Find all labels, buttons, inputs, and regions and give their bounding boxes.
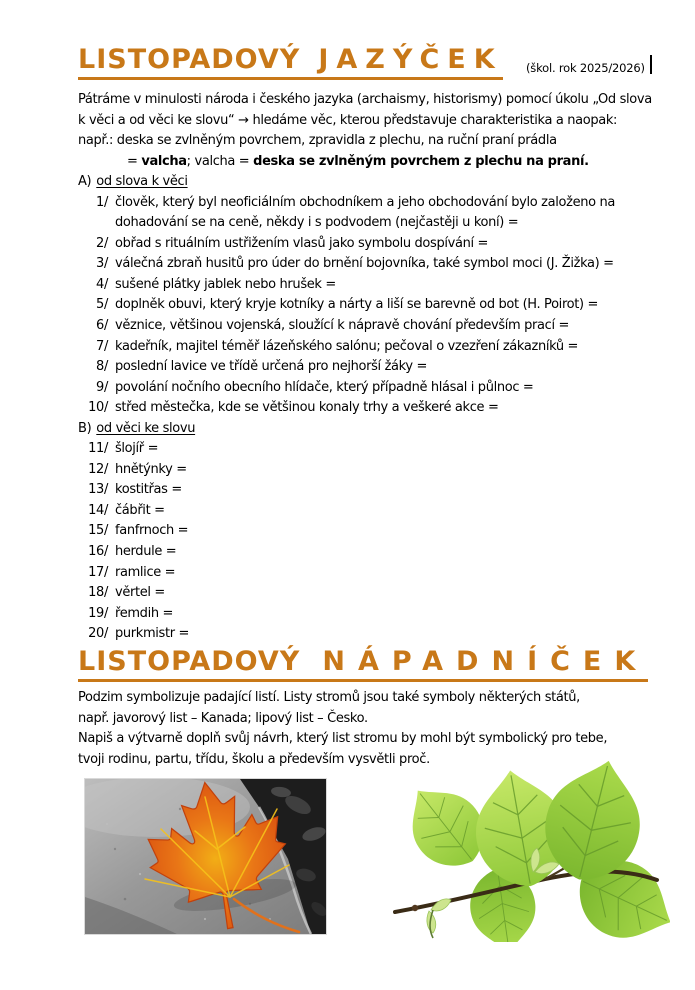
word-list-b <box>78 439 678 644</box>
item-text-line1: věrtel = <box>115 585 165 601</box>
section2-title <box>78 646 648 682</box>
item-number: 12/ <box>88 461 108 477</box>
item-number: 19/ <box>88 605 108 621</box>
list-item <box>78 624 678 645</box>
item-number: 10/ <box>88 400 108 416</box>
item-text <box>115 254 678 275</box>
list-item <box>78 193 678 234</box>
text-cursor-caret <box>650 55 652 74</box>
section2-title-underline <box>78 646 648 682</box>
item-text-line1: purkmistr = <box>115 626 190 642</box>
example-bold-definition: deska se zvlněným povrchem z plechu na praní. <box>253 153 589 169</box>
item-number: 13/ <box>88 482 108 498</box>
item-number: 20/ <box>88 626 108 642</box>
item-number: 9/ <box>96 379 108 395</box>
item-text <box>115 542 678 563</box>
item-text <box>115 501 678 522</box>
item-text-line1: obřad s rituálním ustřižením vlasů jako symbolu dospívání = <box>115 235 489 251</box>
item-text <box>115 398 678 419</box>
school-year-label: (škol. rok 2025/2026) <box>526 61 645 75</box>
example-line <box>78 152 678 173</box>
item-text-line1: hnětýnky = <box>115 461 187 477</box>
item-text <box>115 295 678 316</box>
part-a-heading <box>78 172 678 193</box>
item-text-line1: herdule = <box>115 544 177 560</box>
item-text <box>115 193 678 234</box>
list-item <box>78 316 678 337</box>
item-text <box>115 624 678 645</box>
maple-leaf-photo <box>84 778 327 935</box>
item-text-line1: sušené plátky jablek nebo hrušek = <box>115 276 336 292</box>
list-item <box>78 501 678 522</box>
maple-leaf-photo-graphic <box>85 779 326 934</box>
list-item <box>78 398 678 419</box>
section2-title-word1: LISTOPADOVÝ <box>78 646 301 677</box>
item-number: 11/ <box>88 441 108 457</box>
list-item <box>78 563 678 584</box>
list-item <box>78 521 678 542</box>
item-text-line1: kadeřník, majitel téměř lázeňského salónu; pečoval o vzezření zákazníků = <box>115 338 579 354</box>
item-text-line1: šlojíř = <box>115 441 159 457</box>
item-text-line1: doplněk obuvi, který kryje kotníky a nárty a liší se barevně od bot (H. Poirot) = <box>115 297 599 313</box>
item-number: 17/ <box>88 564 108 580</box>
section2-body <box>78 688 688 770</box>
section1-title-word2: JAZÝČEK <box>318 44 503 75</box>
item-number: 6/ <box>96 318 108 334</box>
example-eq: = <box>127 153 142 169</box>
item-number: 14/ <box>88 502 108 518</box>
item-text <box>115 275 678 296</box>
section1-title-word1: LISTOPADOVÝ <box>78 44 301 75</box>
section2-title-word2: NÁPADNÍČEK <box>322 646 649 677</box>
item-text-line1: střed městečka, kde se většinou konaly trhy a veškeré akce = <box>115 400 499 416</box>
linden-leaves-graphic <box>385 760 670 942</box>
item-number: 7/ <box>96 338 108 354</box>
section1-title-underline <box>78 44 503 80</box>
branch-knot <box>412 905 418 911</box>
intro-line-2: k věci a od věci ke slovu“ → hledáme věc, kterou představuje charakteristika a naopak: <box>78 112 618 128</box>
list-item <box>78 583 678 604</box>
item-text-line2: dohadování se na ceně, někdy i s podvodem (nejčastěji u koní) = <box>115 215 519 231</box>
part-b-title: od věci ke slovu <box>96 420 196 436</box>
item-text <box>115 439 678 460</box>
item-text <box>115 460 678 481</box>
item-text <box>115 521 678 542</box>
list-item <box>78 604 678 625</box>
item-number: 18/ <box>88 585 108 601</box>
section1-title <box>78 44 503 80</box>
item-text <box>115 604 678 625</box>
list-item <box>78 254 678 275</box>
item-text-line1: řemdih = <box>115 605 174 621</box>
item-text <box>115 563 678 584</box>
item-text-line1: fanfrnoch = <box>115 523 189 539</box>
item-number: 15/ <box>88 523 108 539</box>
section1-body <box>78 90 678 645</box>
section2-line-3: Napiš a výtvarně doplň svůj návrh, který list stromu by mohl být symbolický pro tebe, <box>78 731 608 747</box>
intro-line-1: Pátráme v minulosti národa i českého jazyka (archaismy, historismy) pomocí úkolu „Od slova <box>78 92 652 107</box>
item-number: 4/ <box>96 276 108 292</box>
item-text <box>115 480 678 501</box>
item-text-line1: povolání nočního obecního hlídače, který případně hlásal i půlnoc = <box>115 379 534 395</box>
list-item <box>78 378 678 399</box>
item-number: 1/ <box>96 194 108 210</box>
item-text-line1: ramlice = <box>115 564 176 580</box>
list-item <box>78 295 678 316</box>
part-a-label: A) <box>78 174 92 190</box>
intro-line-3: např.: deska se zvlněným povrchem, zpravidla z plechu, na ruční praní prádla <box>78 133 557 149</box>
item-number: 5/ <box>96 297 108 313</box>
linden-leaves-photo <box>385 760 670 942</box>
item-text-line1: válečná zbraň husitů pro úder do brnění bojovníka, také symbol moci (J. Žižka) = <box>115 256 614 272</box>
list-item <box>78 542 678 563</box>
list-item <box>78 357 678 378</box>
list-item <box>78 460 678 481</box>
item-text <box>115 337 678 358</box>
item-text-line1: kostitřas = <box>115 482 182 498</box>
item-text <box>115 357 678 378</box>
item-text <box>115 583 678 604</box>
item-number: 8/ <box>96 359 108 375</box>
example-mid: ; valcha = <box>186 153 254 169</box>
list-item <box>78 480 678 501</box>
item-text-line1: člověk, který byl neoficiálním obchodníkem a jeho obchodování bylo založeno na <box>115 194 616 210</box>
item-text <box>115 378 678 399</box>
item-text <box>115 316 678 337</box>
part-b-label: B) <box>78 420 92 436</box>
list-item <box>78 234 678 255</box>
word-list-a <box>78 193 678 419</box>
section2-line-4: tvoji rodinu, partu, třídu, školu a především vysvětli proč. <box>78 751 430 767</box>
list-item <box>78 275 678 296</box>
item-number: 16/ <box>88 544 108 560</box>
part-b-heading <box>78 419 678 440</box>
item-number: 3/ <box>96 256 108 272</box>
item-text-line1: poslední lavice ve třídě určená pro nejhorší žáky = <box>115 359 428 375</box>
item-text-line1: čábřit = <box>115 502 165 518</box>
example-bold-term: valcha <box>141 153 187 169</box>
section2-line-2: např. javorový list – Kanada; lipový list – Česko. <box>78 710 368 726</box>
item-text-line1: věznice, většinou vojenská, sloužící k nápravě chování především prací = <box>115 318 570 334</box>
part-a-title: od slova k věci <box>96 174 188 190</box>
item-text <box>115 234 678 255</box>
list-item <box>78 439 678 460</box>
list-item <box>78 337 678 358</box>
item-number: 2/ <box>96 235 108 251</box>
section2-line-1: Podzim symbolizuje padající listí. Listy stromů jsou také symboly některých států, <box>78 690 580 705</box>
